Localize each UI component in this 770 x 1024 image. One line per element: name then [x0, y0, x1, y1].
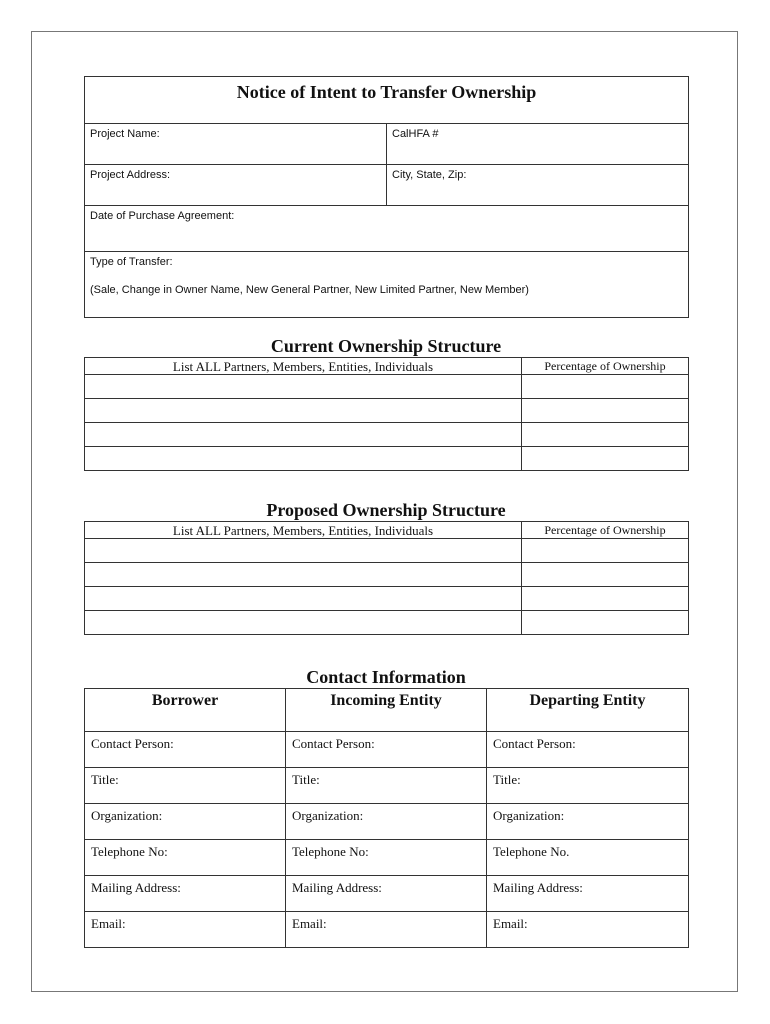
project-name-field[interactable]: Project Name:: [85, 124, 387, 165]
table-row: [85, 399, 689, 423]
table-row: [85, 375, 689, 399]
borrower-mailing-address-field[interactable]: Mailing Address:: [85, 876, 286, 912]
incoming-email-field[interactable]: Email:: [286, 912, 487, 948]
city-state-zip-field[interactable]: City, State, Zip:: [387, 165, 689, 206]
incoming-telephone-field[interactable]: Telephone No:: [286, 840, 487, 876]
current-col-percentage: Percentage of Ownership: [522, 358, 689, 375]
current-entity-cell[interactable]: [85, 375, 522, 399]
departing-contact-person-field[interactable]: Contact Person:: [487, 732, 689, 768]
proposed-percentage-cell[interactable]: [522, 587, 689, 611]
incoming-mailing-address-field[interactable]: Mailing Address:: [286, 876, 487, 912]
table-row: [85, 447, 689, 471]
current-entity-cell[interactable]: [85, 447, 522, 471]
mailing-address-row: [85, 876, 689, 912]
current-ownership-title: Current Ownership Structure: [270, 336, 502, 356]
current-percentage-cell[interactable]: [522, 375, 689, 399]
proposed-entity-cell[interactable]: [85, 539, 522, 563]
departing-mailing-address-field[interactable]: Mailing Address:: [487, 876, 689, 912]
borrower-telephone-field[interactable]: Telephone No:: [85, 840, 286, 876]
calhfa-number-field[interactable]: CalHFA #: [387, 124, 689, 165]
project-address-field[interactable]: Project Address:: [85, 165, 387, 206]
proposed-percentage-cell[interactable]: [522, 563, 689, 587]
current-entity-cell[interactable]: [85, 399, 522, 423]
borrower-organization-field[interactable]: Organization:: [85, 804, 286, 840]
current-entity-cell[interactable]: [85, 423, 522, 447]
table-row: [85, 539, 689, 563]
telephone-row: [85, 840, 689, 876]
email-row: [85, 912, 689, 948]
type-of-transfer-label: Type of Transfer:: [90, 256, 173, 268]
borrower-header: Borrower: [85, 689, 286, 732]
current-ownership-table: [84, 357, 689, 471]
document-page: [31, 31, 738, 992]
current-percentage-cell[interactable]: [522, 447, 689, 471]
proposed-col-percentage: Percentage of Ownership: [522, 522, 689, 539]
contact-information-table: [84, 688, 689, 948]
borrower-contact-person-field[interactable]: Contact Person:: [85, 732, 286, 768]
proposed-percentage-cell[interactable]: [522, 611, 689, 635]
contact-person-row: [85, 732, 689, 768]
incoming-title-field[interactable]: Title:: [286, 768, 487, 804]
proposed-col-list: List ALL Partners, Members, Entities, Individuals: [85, 522, 522, 539]
incoming-organization-field[interactable]: Organization:: [286, 804, 487, 840]
departing-email-field[interactable]: Email:: [487, 912, 689, 948]
departing-telephone-field[interactable]: Telephone No.: [487, 840, 689, 876]
table-row: [85, 611, 689, 635]
transfer-header-table: [84, 76, 689, 318]
departing-organization-field[interactable]: Organization:: [487, 804, 689, 840]
proposed-percentage-cell[interactable]: [522, 539, 689, 563]
current-percentage-cell[interactable]: [522, 423, 689, 447]
purchase-agreement-date-field[interactable]: Date of Purchase Agreement:: [85, 206, 689, 252]
proposed-entity-cell[interactable]: [85, 563, 522, 587]
proposed-entity-cell[interactable]: [85, 587, 522, 611]
current-col-list: List ALL Partners, Members, Entities, Individuals: [85, 358, 522, 375]
departing-entity-header: Departing Entity: [487, 689, 689, 732]
incoming-entity-header: Incoming Entity: [286, 689, 487, 732]
title-row: [85, 768, 689, 804]
table-row: [85, 587, 689, 611]
proposed-ownership-title: Proposed Ownership Structure: [266, 500, 506, 520]
incoming-contact-person-field[interactable]: Contact Person:: [286, 732, 487, 768]
type-of-transfer-field[interactable]: [85, 252, 689, 318]
organization-row: [85, 804, 689, 840]
departing-title-field[interactable]: Title:: [487, 768, 689, 804]
borrower-title-field[interactable]: Title:: [85, 768, 286, 804]
table-row: [85, 423, 689, 447]
borrower-email-field[interactable]: Email:: [85, 912, 286, 948]
contact-information-title: Contact Information: [306, 667, 466, 687]
table-row: [85, 563, 689, 587]
current-percentage-cell[interactable]: [522, 399, 689, 423]
proposed-entity-cell[interactable]: [85, 611, 522, 635]
type-of-transfer-note: (Sale, Change in Owner Name, New General Partner, New Limited Partner, New Member): [90, 284, 529, 296]
form-title: Notice of Intent to Transfer Ownership: [85, 77, 689, 124]
proposed-ownership-table: [84, 521, 689, 635]
